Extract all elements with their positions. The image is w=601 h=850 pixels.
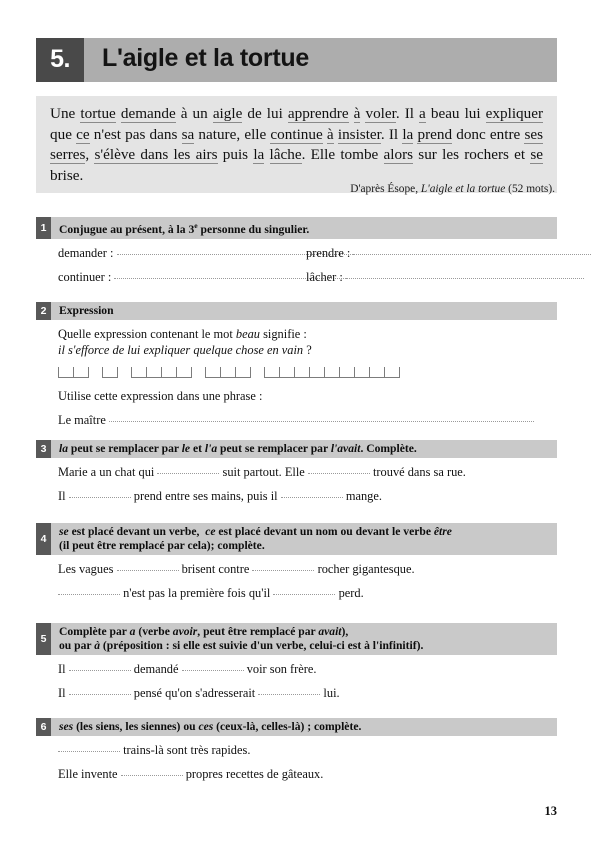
sentence-prompt: Utilise cette expression dans une phrase : xyxy=(58,389,263,404)
sentence-row xyxy=(58,586,557,601)
sentence-text: Les vagues xyxy=(58,562,117,577)
expression-question-line-2 xyxy=(58,343,557,358)
verb-label: demander : xyxy=(58,246,117,261)
verb-label: prendre : xyxy=(306,246,354,261)
letter-box[interactable] xyxy=(354,367,370,378)
passage-text-run: puis xyxy=(217,146,254,163)
fill-in-blank[interactable] xyxy=(308,466,370,474)
exercise-instruction: Expression xyxy=(59,304,114,317)
passage-text-run: n'est pas dans xyxy=(89,125,182,143)
exercise-number-badge: 6 xyxy=(36,718,51,736)
letter-box-group xyxy=(264,367,399,378)
passage-text-run xyxy=(349,105,354,122)
exercise-header xyxy=(36,440,557,458)
letter-box-group xyxy=(131,367,191,378)
underlined-word: voler xyxy=(365,105,396,122)
letter-box-group xyxy=(205,367,250,378)
exercise-number-badge: 4 xyxy=(36,523,51,555)
underlined-word: insister xyxy=(337,125,381,143)
sentence-row xyxy=(58,767,557,782)
verb-answer-cell xyxy=(306,270,554,285)
fill-in-blank[interactable] xyxy=(109,414,534,422)
lesson-title: L'aigle et la tortue xyxy=(102,44,309,72)
underlined-word: ses xyxy=(524,125,544,143)
verb-answer-cell xyxy=(58,270,306,285)
letter-boxes xyxy=(58,367,557,378)
sentence-text: perd. xyxy=(335,586,364,601)
fill-in-blank[interactable] xyxy=(69,663,131,671)
sentence-text: pensé qu'on s'adresserait xyxy=(130,686,259,701)
underlined-word: à xyxy=(326,125,334,143)
underlined-word: a xyxy=(419,105,426,122)
underlined-word: tortue xyxy=(80,105,116,122)
sentence-row xyxy=(58,489,557,504)
fill-in-blank[interactable] xyxy=(58,744,120,752)
exercise-number-badge: 3 xyxy=(36,440,51,458)
passage-attribution xyxy=(36,183,557,195)
exercise-number-badge: 5 xyxy=(36,623,51,655)
exercise-3 xyxy=(36,440,557,504)
passage-text-run: brise. xyxy=(50,166,84,184)
sentence-text: Marie a un chat qui xyxy=(58,465,158,480)
exercise-instruction: la peut se remplacer par le et l'a peut se remplacer par l'avait. Complète. xyxy=(59,442,417,455)
passage-text-run xyxy=(264,146,269,163)
underlined-word: aigle xyxy=(212,105,243,122)
fill-in-blank[interactable] xyxy=(157,466,219,474)
exercise-instruction: se est placé devant un verbe, ce est placé devant un nom ou devant le verbe être (il peut être remplacé par cela); complète. xyxy=(59,525,452,553)
sentence-text: mange. xyxy=(342,489,382,504)
letter-box[interactable] xyxy=(235,367,251,378)
exercise-instruction: Conjugue au présent, à la 3e personne du singulier. xyxy=(59,221,310,236)
page-number: 13 xyxy=(544,804,557,818)
exercise-1 xyxy=(36,217,557,285)
lesson-number: 5. xyxy=(36,38,84,82)
underlined-word: lâche xyxy=(269,146,302,163)
verb-label: lâcher : xyxy=(306,270,346,285)
underlined-word: demande xyxy=(120,105,176,122)
fill-in-blank[interactable] xyxy=(58,587,120,595)
fill-in-blank[interactable] xyxy=(353,247,591,255)
underlined-word: se xyxy=(530,146,544,163)
passage-text-run: de lui xyxy=(242,105,288,122)
letter-box[interactable] xyxy=(264,367,280,378)
fill-in-blank[interactable] xyxy=(69,687,131,695)
reading-passage-box xyxy=(36,96,557,193)
fill-in-blank[interactable] xyxy=(121,768,183,776)
sentence-text: suit partout. Elle xyxy=(219,465,308,480)
sentence-text: n'est pas la première fois qu'il xyxy=(120,586,274,601)
underlined-word: s'élève dans les airs xyxy=(94,146,218,163)
passage-text-run: nature, elle xyxy=(194,125,271,143)
sentence-answer-row xyxy=(58,413,557,428)
exercise-6 xyxy=(36,718,557,782)
underlined-word: la xyxy=(402,125,414,143)
underlined-word: alors xyxy=(383,146,414,163)
exercise-header xyxy=(36,523,557,555)
exercise-number-badge: 1 xyxy=(36,217,51,239)
exercise-body xyxy=(36,655,557,701)
underlined-word: prend xyxy=(417,125,453,143)
sentence-text: trains-là sont très rapides. xyxy=(120,743,251,758)
letter-box[interactable] xyxy=(146,367,162,378)
letter-box[interactable] xyxy=(131,367,147,378)
underlined-word: serres xyxy=(50,146,86,163)
sentence-row xyxy=(58,465,557,480)
letter-box[interactable] xyxy=(279,367,295,378)
fill-in-blank[interactable] xyxy=(346,271,584,279)
reading-passage-text xyxy=(50,104,543,186)
sentence-text: Il xyxy=(58,686,69,701)
fill-in-blank[interactable] xyxy=(258,687,320,695)
exercise-header xyxy=(36,623,557,655)
exercise-header xyxy=(36,217,557,239)
sentence-row xyxy=(58,743,557,758)
letter-box[interactable] xyxy=(220,367,236,378)
letter-box-group xyxy=(102,367,117,378)
passage-text-run: , xyxy=(85,146,95,163)
sentence-text: propres recettes de gâteaux. xyxy=(182,767,324,782)
passage-text-run: donc entre xyxy=(452,125,525,143)
passage-text-run: . Elle tombe xyxy=(301,146,384,163)
letter-box[interactable] xyxy=(339,367,355,378)
letter-box[interactable] xyxy=(102,367,118,378)
underlined-word: apprendre xyxy=(287,105,349,122)
letter-box-group xyxy=(58,367,88,378)
passage-text-run: . Il xyxy=(395,105,420,122)
passage-text-run: . Il xyxy=(380,125,403,143)
attribution-prefix: D'après Ésope, xyxy=(350,183,421,195)
passage-text-run: à un xyxy=(175,105,213,122)
verb-label: continuer : xyxy=(58,270,115,285)
letter-box[interactable] xyxy=(369,367,385,378)
expression-meaning: il s'efforce de lui expliquer quelque chose en vain xyxy=(58,343,304,358)
letter-box[interactable] xyxy=(384,367,400,378)
exercise-body xyxy=(36,736,557,782)
fill-in-blank[interactable] xyxy=(69,490,131,498)
underlined-word: ce xyxy=(76,125,90,143)
sentence-row xyxy=(58,662,557,677)
exercise-body xyxy=(36,320,557,428)
letter-box[interactable] xyxy=(58,367,74,378)
exercise-number-badge: 2 xyxy=(36,302,51,320)
exercise-header xyxy=(36,718,557,736)
exercise-body xyxy=(36,239,557,285)
expression-question-line-1: Quelle expression contenant le mot beau signifie : xyxy=(58,327,307,342)
question-mark: ? xyxy=(303,343,312,358)
sentence-text: Il xyxy=(58,662,69,677)
sentence-text: trouvé dans sa rue. xyxy=(369,465,466,480)
fill-in-blank[interactable] xyxy=(252,563,314,571)
sentence-row xyxy=(58,686,557,701)
letter-box[interactable] xyxy=(73,367,89,378)
letter-box[interactable] xyxy=(161,367,177,378)
underlined-word: expliquer xyxy=(485,105,544,122)
letter-box[interactable] xyxy=(205,367,221,378)
letter-box[interactable] xyxy=(176,367,192,378)
letter-box[interactable] xyxy=(324,367,340,378)
exercise-5 xyxy=(36,623,557,701)
passage-text-run: sur les rochers et xyxy=(413,146,531,163)
exercise-instruction: ses (les siens, les siennes) ou ces (ceux-là, celles-là) ; complète. xyxy=(59,720,362,733)
lesson-title-bar xyxy=(36,38,557,82)
sentence-text: voir son frère. xyxy=(243,662,317,677)
exercise-2 xyxy=(36,302,557,428)
fill-in-blank[interactable] xyxy=(117,563,179,571)
passage-text-run: que xyxy=(50,125,77,143)
underlined-word: la xyxy=(253,146,265,163)
exercise-body xyxy=(36,458,557,504)
exercise-instruction: Complète par a (verbe avoir, peut être remplacé par avait), ou par à (préposition : si elle est suivie d'un verbe, celui-ci est à l'infinitif). xyxy=(59,625,424,653)
sentence-text: Elle invente xyxy=(58,767,121,782)
sentence-text: prend entre ses mains, puis il xyxy=(130,489,281,504)
underlined-word: continue xyxy=(270,125,323,143)
sentence-row xyxy=(58,562,557,577)
answer-row xyxy=(58,246,557,261)
sentence-text: Il xyxy=(58,489,69,504)
attribution-suffix: (52 mots). xyxy=(505,183,555,195)
sentence-text: brisent contre xyxy=(178,562,253,577)
fill-in-blank[interactable] xyxy=(281,490,343,498)
fill-in-blank[interactable] xyxy=(182,663,244,671)
attribution-work-title: L'aigle et la tortue xyxy=(420,183,506,195)
letter-box[interactable] xyxy=(294,367,310,378)
sentence-text: rocher gigantesque. xyxy=(314,562,415,577)
underlined-word: sa xyxy=(181,125,195,143)
exercise-body xyxy=(36,555,557,601)
letter-box[interactable] xyxy=(309,367,325,378)
sentence-lead: Le maître xyxy=(58,413,109,428)
exercise-4 xyxy=(36,523,557,601)
exercise-header xyxy=(36,302,557,320)
sentence-text: demandé xyxy=(130,662,182,677)
sentence-text: lui. xyxy=(320,686,340,701)
verb-answer-cell xyxy=(58,246,306,261)
passage-text-run: Une xyxy=(50,105,81,122)
verb-answer-cell xyxy=(306,246,554,261)
fill-in-blank[interactable] xyxy=(273,587,335,595)
underlined-word: à xyxy=(353,105,361,122)
answer-row xyxy=(58,270,557,285)
passage-text-run: beau lui xyxy=(425,105,486,122)
